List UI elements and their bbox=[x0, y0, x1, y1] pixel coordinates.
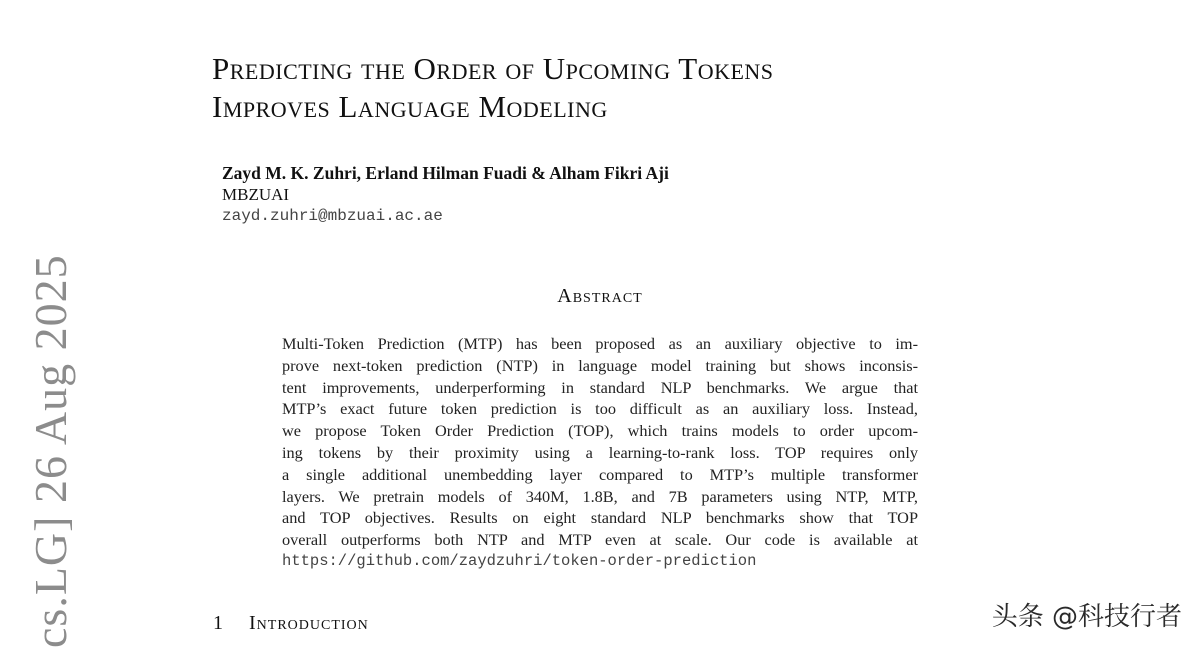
abstract-line: MTP’s exact future token prediction is too difficult as an auxiliary loss. Instead, bbox=[282, 399, 918, 419]
title-line: Improves Language Modeling bbox=[212, 89, 608, 124]
abstract-line: and TOP objectives. Results on eight standard NLP benchmarks show that TOP bbox=[282, 508, 918, 528]
author-email: zayd.zuhri@mbzuai.ac.ae bbox=[222, 207, 443, 225]
abstract-line: a single additional unembedding layer compared to MTP’s multiple transformer bbox=[282, 464, 918, 484]
paper-authors: Zayd M. K. Zuhri, Erland Hilman Fuadi & Alham Fikri Aji bbox=[222, 163, 669, 183]
section-heading-introduction bbox=[213, 612, 369, 635]
title-line: Predicting the Order of Upcoming Tokens bbox=[212, 51, 774, 86]
abstract-body bbox=[282, 333, 918, 573]
abstract-line: prove next-token prediction (NTP) in language model training but shows inconsis- bbox=[282, 355, 918, 375]
abstract-line: tent improvements, underperforming in standard NLP benchmarks. We argue that bbox=[282, 377, 918, 397]
abstract-line: layers. We pretrain models of 340M, 1.8B, and 7B parameters using NTP, MTP, bbox=[282, 486, 918, 506]
abstract-line: we propose Token Order Prediction (TOP), which trains models to order upcom- bbox=[282, 421, 918, 441]
arxiv-stamp-text: cs.LG] 26 Aug 2025 bbox=[25, 254, 76, 648]
abstract-line: overall outperforms both NTP and MTP even at scale. Our code is available at bbox=[282, 530, 918, 550]
section-title: Introduction bbox=[249, 612, 369, 634]
abstract-line: ing tokens by their proximity using a learning-to-rank loss. TOP requires only bbox=[282, 442, 918, 462]
section-number: 1 bbox=[213, 612, 223, 634]
arxiv-side-stamp bbox=[20, 0, 80, 648]
paper-title bbox=[212, 50, 972, 126]
watermark: 头条 @科技行者 bbox=[991, 602, 1182, 632]
abstract-line: Multi-Token Prediction (MTP) has been proposed as an auxiliary objective to im- bbox=[282, 334, 918, 353]
author-affiliation: MBZUAI bbox=[222, 185, 290, 204]
code-url-link[interactable]: https://github.com/zaydzuhri/token-order-prediction bbox=[282, 551, 757, 570]
abstract-heading: Abstract bbox=[557, 285, 643, 307]
